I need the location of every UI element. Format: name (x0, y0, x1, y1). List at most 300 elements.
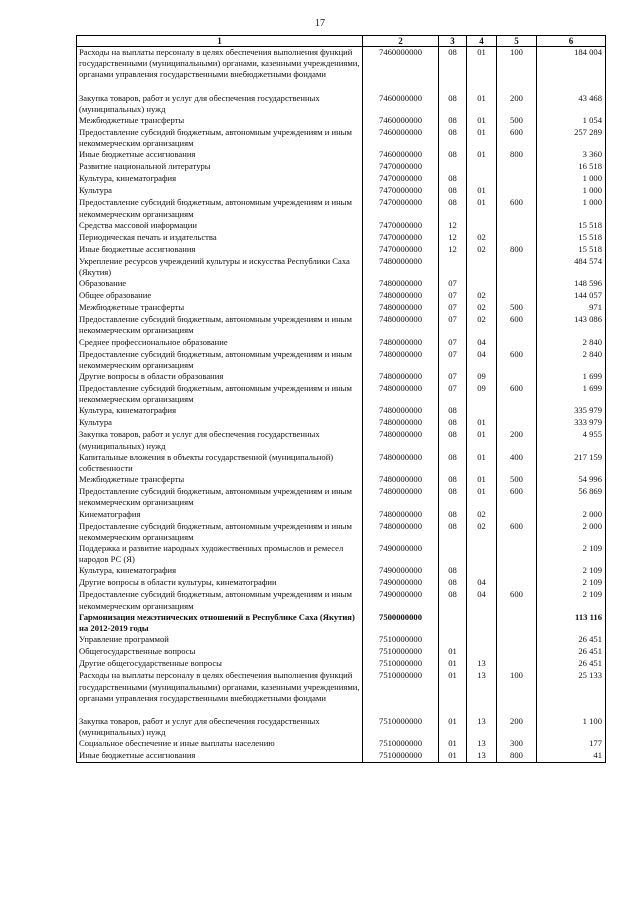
row-section: 08 (439, 429, 467, 451)
row-name: Предоставление субсидий бюджетным, автономным учреждениям и иным некоммерческим организациям (77, 486, 363, 508)
row-subsection: 13 (467, 658, 497, 670)
table-row (77, 509, 606, 521)
row-section: 07 (439, 302, 467, 314)
row-subsection (467, 256, 497, 278)
table-row (77, 405, 606, 417)
row-amount: 1 100 (537, 716, 606, 738)
row-spacer (77, 81, 606, 93)
row-expense-type: 300 (497, 738, 537, 750)
table-row (77, 565, 606, 577)
table-row (77, 185, 606, 197)
row-name: Культура, кинематография (77, 173, 363, 185)
row-expense-type: 600 (497, 521, 537, 543)
row-name: Культура, кинематография (77, 405, 363, 417)
table-row (77, 452, 606, 474)
row-code: 7460000000 (363, 127, 439, 149)
row-code: 7480000000 (363, 417, 439, 429)
row-name: Капитальные вложения в объекты государственной (муниципальной) собственности (77, 452, 363, 474)
row-name: Расходы на выплаты персоналу в целях обеспечения выполнения функций государственными (муниципальными) органами, казенными учреждениями, органами управления государственными внебюджетными фондами (77, 670, 363, 704)
row-amount: 335 979 (537, 405, 606, 417)
header-col-2: 2 (363, 36, 439, 47)
row-amount: 3 360 (537, 149, 606, 161)
row-section: 01 (439, 646, 467, 658)
row-name: Иные бюджетные ассигнования (77, 149, 363, 161)
row-section: 08 (439, 589, 467, 611)
row-subsection: 13 (467, 670, 497, 704)
row-subsection (467, 634, 497, 646)
table-row (77, 244, 606, 256)
table-row (77, 634, 606, 646)
table-row (77, 93, 606, 115)
row-subsection: 01 (467, 115, 497, 127)
row-name: Предоставление субсидий бюджетным, автономным учреждениям и иным некоммерческим организациям (77, 521, 363, 543)
row-code: 7490000000 (363, 589, 439, 611)
row-amount: 184 004 (537, 47, 606, 81)
row-section (439, 634, 467, 646)
row-expense-type: 200 (497, 429, 537, 451)
row-code: 7490000000 (363, 543, 439, 565)
table-row (77, 161, 606, 173)
spacer-cell (77, 704, 363, 716)
row-amount: 217 159 (537, 452, 606, 474)
row-amount: 16 518 (537, 161, 606, 173)
row-amount: 2 109 (537, 577, 606, 589)
row-code: 7480000000 (363, 405, 439, 417)
row-section: 08 (439, 486, 467, 508)
row-expense-type (497, 161, 537, 173)
row-subsection: 02 (467, 290, 497, 302)
row-amount: 2 000 (537, 521, 606, 543)
row-section: 08 (439, 565, 467, 577)
row-amount: 2 109 (537, 543, 606, 565)
row-expense-type (497, 658, 537, 670)
row-name: Другие вопросы в области культуры, кинематографии (77, 577, 363, 589)
row-name: Закупка товаров, работ и услуг для обеспечения государственных (муниципальных) нужд (77, 716, 363, 738)
spacer-cell (537, 81, 606, 93)
table-row (77, 256, 606, 278)
table-row (77, 220, 606, 232)
row-subsection: 04 (467, 589, 497, 611)
row-amount: 257 289 (537, 127, 606, 149)
row-code: 7470000000 (363, 220, 439, 232)
row-name: Предоставление субсидий бюджетным, автономным учреждениям и иным некоммерческим организациям (77, 127, 363, 149)
row-section: 01 (439, 750, 467, 762)
row-section: 07 (439, 349, 467, 371)
row-code: 7480000000 (363, 509, 439, 521)
row-expense-type: 800 (497, 750, 537, 762)
row-subsection: 04 (467, 337, 497, 349)
table-row (77, 349, 606, 371)
spacer-cell (439, 704, 467, 716)
row-section: 12 (439, 232, 467, 244)
row-amount: 2 840 (537, 349, 606, 371)
table-row (77, 417, 606, 429)
row-code: 7470000000 (363, 173, 439, 185)
row-expense-type: 500 (497, 115, 537, 127)
table-row (77, 670, 606, 704)
row-code: 7510000000 (363, 646, 439, 658)
row-expense-type: 600 (497, 349, 537, 371)
row-section (439, 161, 467, 173)
spacer-cell (537, 704, 606, 716)
table-row (77, 646, 606, 658)
spacer-cell (363, 704, 439, 716)
row-expense-type: 600 (497, 197, 537, 219)
row-section: 08 (439, 474, 467, 486)
row-code: 7500000000 (363, 612, 439, 634)
row-subsection: 09 (467, 371, 497, 383)
row-amount: 113 116 (537, 612, 606, 634)
row-section: 08 (439, 185, 467, 197)
row-amount: 177 (537, 738, 606, 750)
row-subsection: 01 (467, 474, 497, 486)
row-amount: 41 (537, 750, 606, 762)
row-amount: 43 468 (537, 93, 606, 115)
row-code: 7480000000 (363, 486, 439, 508)
row-code: 7510000000 (363, 670, 439, 704)
row-name: Межбюджетные трансферты (77, 302, 363, 314)
row-section: 01 (439, 658, 467, 670)
table-body (77, 47, 606, 763)
row-section: 08 (439, 577, 467, 589)
row-subsection: 01 (467, 429, 497, 451)
table-row (77, 486, 606, 508)
row-name: Культура (77, 417, 363, 429)
row-subsection (467, 161, 497, 173)
row-section: 07 (439, 371, 467, 383)
row-amount: 26 451 (537, 658, 606, 670)
row-name: Межбюджетные трансферты (77, 474, 363, 486)
row-section: 08 (439, 521, 467, 543)
row-amount: 56 869 (537, 486, 606, 508)
table-row (77, 658, 606, 670)
row-expense-type (497, 173, 537, 185)
row-expense-type: 600 (497, 383, 537, 405)
table-row (77, 474, 606, 486)
row-name: Общегосударственные вопросы (77, 646, 363, 658)
row-code: 7480000000 (363, 349, 439, 371)
row-expense-type (497, 577, 537, 589)
row-section: 01 (439, 670, 467, 704)
row-code: 7480000000 (363, 383, 439, 405)
table-row (77, 716, 606, 738)
row-expense-type: 100 (497, 47, 537, 81)
row-code: 7480000000 (363, 474, 439, 486)
row-code: 7480000000 (363, 521, 439, 543)
row-amount: 2 840 (537, 337, 606, 349)
row-expense-type: 800 (497, 149, 537, 161)
row-subsection: 02 (467, 244, 497, 256)
row-subsection: 01 (467, 452, 497, 474)
row-section: 12 (439, 244, 467, 256)
row-name: Межбюджетные трансферты (77, 115, 363, 127)
row-code: 7510000000 (363, 634, 439, 646)
row-code: 7510000000 (363, 658, 439, 670)
row-code: 7470000000 (363, 232, 439, 244)
row-expense-type (497, 405, 537, 417)
table-row (77, 738, 606, 750)
row-code: 7480000000 (363, 371, 439, 383)
table-row (77, 314, 606, 336)
row-section (439, 256, 467, 278)
table-row (77, 577, 606, 589)
row-name: Предоставление субсидий бюджетным, автономным учреждениям и иным некоммерческим организациям (77, 589, 363, 611)
row-subsection: 01 (467, 486, 497, 508)
row-section: 08 (439, 417, 467, 429)
row-subsection: 13 (467, 738, 497, 750)
row-name: Укрепление ресурсов учреждений культуры и искусства Республики Саха (Якутия) (77, 256, 363, 278)
row-section: 08 (439, 509, 467, 521)
row-code: 7510000000 (363, 716, 439, 738)
row-name: Периодическая печать и издательства (77, 232, 363, 244)
row-expense-type (497, 371, 537, 383)
spacer-cell (497, 81, 537, 93)
row-subsection (467, 405, 497, 417)
header-col-4: 4 (467, 36, 497, 47)
row-subsection (467, 173, 497, 185)
table-row (77, 149, 606, 161)
row-amount: 4 955 (537, 429, 606, 451)
row-expense-type: 600 (497, 486, 537, 508)
row-name: Предоставление субсидий бюджетным, автономным учреждениям и иным некоммерческим организациям (77, 197, 363, 219)
row-name: Среднее профессиональное образование (77, 337, 363, 349)
row-name: Расходы на выплаты персоналу в целях обеспечения выполнения функций государственными (муниципальными) органами, казенными учреждениями, органами управления государственными внебюджетными фондами (77, 47, 363, 81)
row-subsection: 02 (467, 232, 497, 244)
row-section (439, 543, 467, 565)
row-name: Культура (77, 185, 363, 197)
row-section: 01 (439, 738, 467, 750)
row-amount: 1 000 (537, 185, 606, 197)
row-name: Закупка товаров, работ и услуг для обеспечения государственных (муниципальных) нужд (77, 429, 363, 451)
row-code: 7470000000 (363, 244, 439, 256)
table-row (77, 543, 606, 565)
spacer-cell (363, 81, 439, 93)
row-subsection (467, 565, 497, 577)
row-subsection (467, 646, 497, 658)
table-row (77, 127, 606, 149)
row-section (439, 612, 467, 634)
row-amount: 1 000 (537, 197, 606, 219)
row-amount: 15 518 (537, 244, 606, 256)
row-section: 08 (439, 197, 467, 219)
row-amount: 54 996 (537, 474, 606, 486)
row-name: Предоставление субсидий бюджетным, автономным учреждениям и иным некоммерческим организациям (77, 314, 363, 336)
row-amount: 2 000 (537, 509, 606, 521)
row-code: 7460000000 (363, 93, 439, 115)
row-name: Общее образование (77, 290, 363, 302)
row-subsection (467, 612, 497, 634)
row-expense-type (497, 543, 537, 565)
row-section: 08 (439, 173, 467, 185)
table-row (77, 47, 606, 81)
row-expense-type: 600 (497, 589, 537, 611)
table-row (77, 197, 606, 219)
row-code: 7480000000 (363, 290, 439, 302)
row-subsection: 02 (467, 509, 497, 521)
row-name: Развитие национальной литературы (77, 161, 363, 173)
row-subsection: 02 (467, 302, 497, 314)
row-subsection (467, 220, 497, 232)
row-code: 7460000000 (363, 47, 439, 81)
row-code: 7510000000 (363, 750, 439, 762)
row-amount: 1 000 (537, 173, 606, 185)
row-expense-type (497, 565, 537, 577)
row-subsection: 01 (467, 127, 497, 149)
row-code: 7480000000 (363, 452, 439, 474)
row-subsection: 13 (467, 750, 497, 762)
row-code: 7510000000 (363, 738, 439, 750)
row-section: 08 (439, 47, 467, 81)
header-col-6: 6 (537, 36, 606, 47)
row-section: 07 (439, 290, 467, 302)
row-amount: 26 451 (537, 646, 606, 658)
row-expense-type (497, 278, 537, 290)
table-row (77, 521, 606, 543)
row-amount: 1 699 (537, 383, 606, 405)
row-amount: 26 451 (537, 634, 606, 646)
table-row (77, 371, 606, 383)
row-code: 7470000000 (363, 197, 439, 219)
header-col-1: 1 (77, 36, 363, 47)
row-amount: 1 699 (537, 371, 606, 383)
row-subsection (467, 278, 497, 290)
row-name: Образование (77, 278, 363, 290)
table-row (77, 612, 606, 634)
row-subsection: 01 (467, 197, 497, 219)
row-expense-type: 200 (497, 93, 537, 115)
row-section: 07 (439, 337, 467, 349)
row-subsection: 04 (467, 577, 497, 589)
row-subsection: 01 (467, 149, 497, 161)
row-code: 7480000000 (363, 256, 439, 278)
row-name: Иные бюджетные ассигнования (77, 244, 363, 256)
table-row (77, 290, 606, 302)
table-row (77, 302, 606, 314)
row-subsection: 01 (467, 93, 497, 115)
row-amount: 971 (537, 302, 606, 314)
row-amount: 144 057 (537, 290, 606, 302)
row-subsection: 04 (467, 349, 497, 371)
row-subsection: 09 (467, 383, 497, 405)
row-expense-type (497, 417, 537, 429)
row-name: Кинематография (77, 509, 363, 521)
row-section: 08 (439, 93, 467, 115)
row-expense-type (497, 612, 537, 634)
row-expense-type: 500 (497, 474, 537, 486)
row-code: 7460000000 (363, 115, 439, 127)
spacer-cell (467, 704, 497, 716)
row-section: 08 (439, 149, 467, 161)
row-expense-type (497, 290, 537, 302)
row-name: Социальное обеспечение и иные выплаты населению (77, 738, 363, 750)
row-expense-type (497, 185, 537, 197)
row-code: 7480000000 (363, 278, 439, 290)
row-section: 07 (439, 278, 467, 290)
table-header-row (77, 36, 606, 47)
row-code: 7480000000 (363, 302, 439, 314)
row-section: 01 (439, 716, 467, 738)
row-expense-type: 100 (497, 670, 537, 704)
row-name: Управление программой (77, 634, 363, 646)
row-code: 7490000000 (363, 565, 439, 577)
row-name: Иные бюджетные ассигнования (77, 750, 363, 762)
row-expense-type (497, 256, 537, 278)
row-name: Поддержка и развитие народных художественных промыслов и ремесел народов РС (Я) (77, 543, 363, 565)
row-name: Предоставление субсидий бюджетным, автономным учреждениям и иным некоммерческим организациям (77, 383, 363, 405)
table-row (77, 232, 606, 244)
table-row (77, 337, 606, 349)
row-amount: 15 518 (537, 232, 606, 244)
row-name: Средства массовой информации (77, 220, 363, 232)
table-row (77, 383, 606, 405)
row-subsection: 01 (467, 185, 497, 197)
row-expense-type: 600 (497, 127, 537, 149)
row-section: 08 (439, 452, 467, 474)
spacer-cell (497, 704, 537, 716)
row-amount: 333 979 (537, 417, 606, 429)
row-code: 7480000000 (363, 314, 439, 336)
row-code: 7470000000 (363, 185, 439, 197)
row-expense-type (497, 646, 537, 658)
row-section: 08 (439, 115, 467, 127)
row-subsection: 01 (467, 47, 497, 81)
row-subsection: 02 (467, 521, 497, 543)
row-expense-type (497, 634, 537, 646)
row-code: 7460000000 (363, 149, 439, 161)
spacer-cell (439, 81, 467, 93)
row-expense-type: 800 (497, 244, 537, 256)
table-row (77, 278, 606, 290)
row-code: 7480000000 (363, 429, 439, 451)
row-expense-type: 500 (497, 302, 537, 314)
row-section: 07 (439, 383, 467, 405)
row-section: 08 (439, 127, 467, 149)
row-expense-type: 400 (497, 452, 537, 474)
header-col-5: 5 (497, 36, 537, 47)
row-expense-type (497, 232, 537, 244)
row-amount: 25 133 (537, 670, 606, 704)
row-expense-type (497, 509, 537, 521)
table-row (77, 429, 606, 451)
row-name: Закупка товаров, работ и услуг для обеспечения государственных (муниципальных) нужд (77, 93, 363, 115)
row-subsection (467, 543, 497, 565)
table-row (77, 173, 606, 185)
spacer-cell (77, 81, 363, 93)
row-expense-type (497, 220, 537, 232)
row-code: 7490000000 (363, 577, 439, 589)
row-section: 08 (439, 405, 467, 417)
spacer-cell (467, 81, 497, 93)
table-row (77, 750, 606, 762)
row-expense-type (497, 337, 537, 349)
table-row (77, 589, 606, 611)
header-col-3: 3 (439, 36, 467, 47)
row-name: Предоставление субсидий бюджетным, автономным учреждениям и иным некоммерческим организациям (77, 349, 363, 371)
row-expense-type: 600 (497, 314, 537, 336)
page-number: 17 (315, 18, 325, 29)
row-expense-type: 200 (497, 716, 537, 738)
row-amount: 2 109 (537, 565, 606, 577)
row-spacer (77, 704, 606, 716)
row-name: Другие общегосударственные вопросы (77, 658, 363, 670)
budget-table (76, 35, 606, 763)
row-code: 7470000000 (363, 161, 439, 173)
row-amount: 148 596 (537, 278, 606, 290)
row-section: 07 (439, 314, 467, 336)
row-amount: 484 574 (537, 256, 606, 278)
row-amount: 2 109 (537, 589, 606, 611)
row-name: Другие вопросы в области образования (77, 371, 363, 383)
